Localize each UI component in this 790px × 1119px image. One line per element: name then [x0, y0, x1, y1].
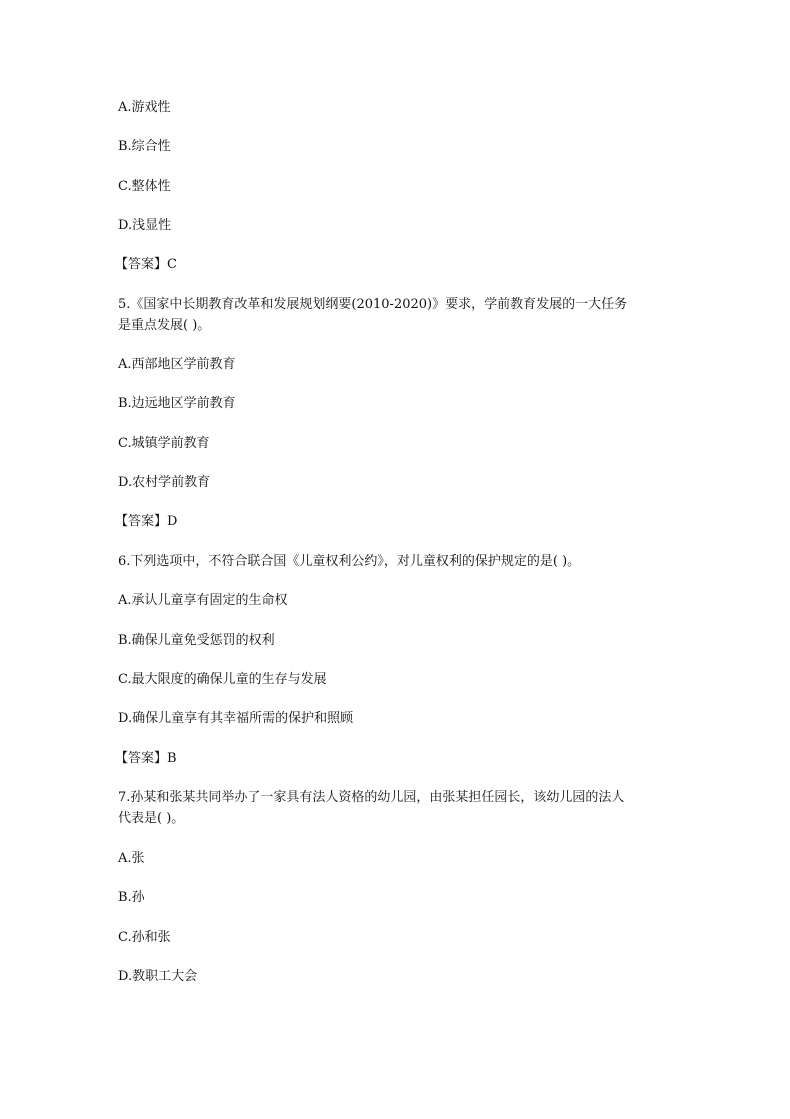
q5-option-c: C.城镇学前教育 [118, 436, 210, 451]
q5-option-a: A.西部地区学前教育 [118, 357, 236, 372]
q7-option-c: C.孙和张 [118, 930, 171, 945]
q6-option-b: B.确保儿童免受惩罚的权利 [118, 633, 275, 648]
q7-option-a: A.张 [118, 851, 145, 866]
q6-option-c: C.最大限度的确保儿童的生存与发展 [118, 672, 327, 687]
q7-option-b: B.孙 [118, 890, 145, 905]
q4-option-b: B.综合性 [118, 139, 171, 154]
q5-stem-line1: 5.《国家中长期教育改革和发展规划纲要(2010-2020)》要求，学前教育发展的一大任务 [118, 297, 628, 312]
q5-stem-line2: 是重点发展( )。 [118, 318, 211, 333]
q7-option-d: D.教职工大会 [118, 969, 198, 984]
q4-answer: 【答案】C [115, 257, 177, 272]
q5-option-d: D.农村学前教育 [118, 475, 211, 490]
q5-option-b: B.边远地区学前教育 [118, 396, 236, 411]
q6-option-a: A.承认儿童享有固定的生命权 [118, 593, 288, 608]
q7-stem-line2: 代表是( )。 [118, 811, 185, 826]
q6-stem: 6.下列选项中，不符合联合国《儿童权利公约》，对儿童权利的保护规定的是( )。 [118, 554, 581, 569]
q6-answer: 【答案】B [115, 751, 177, 766]
q4-option-c: C.整体性 [118, 179, 171, 194]
q4-option-d: D.浅显性 [118, 218, 172, 233]
q4-option-a: A.游戏性 [118, 100, 171, 115]
q5-answer: 【答案】D [115, 514, 178, 529]
q7-stem-line1: 7.孙某和张某共同举办了一家具有法人资格的幼儿园，由张某担任园长，该幼儿园的法人 [118, 790, 625, 805]
q6-option-d: D.确保儿童享有其幸福所需的保护和照顾 [118, 711, 354, 726]
